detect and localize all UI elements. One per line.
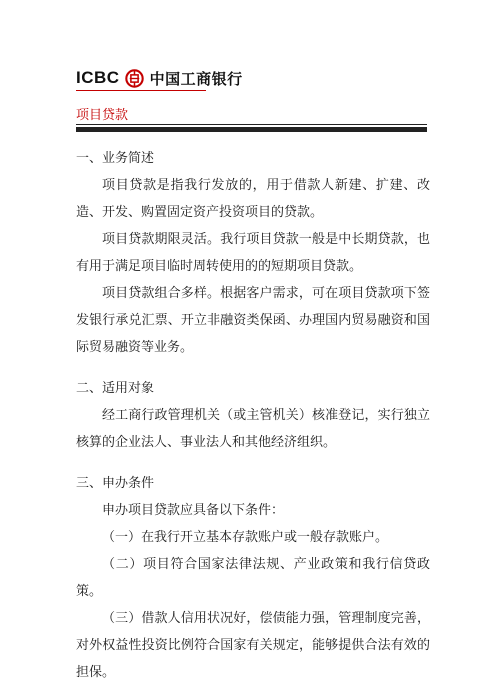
paragraph: 项目贷款组合多样。根据客户需求，可在项目贷款项下签发银行承兑汇票、开立非融资类保函、办理国内贸易融资和国际贸易融资等业务。	[76, 286, 430, 355]
paragraph: 项目贷款是指我行发放的，用于借款人新建、扩建、改造、开发、购置固定资产投资项目的贷款。	[76, 178, 430, 220]
section-gap	[76, 456, 430, 470]
header-underline	[76, 90, 206, 91]
document-body	[76, 145, 430, 686]
icbc-logo-icon	[125, 69, 144, 88]
icbc-logo-text: ICBC	[76, 68, 120, 87]
section-heading-conditions: 三、申办条件	[76, 476, 155, 491]
list-item: （一）在我行开立基本存款账户或一般存款账户。	[102, 530, 389, 545]
paragraph: 经工商行政管理机关（或主管机关）核准登记，实行独立核算的企业法人、事业法人和其他经济组织。	[76, 408, 430, 450]
paragraph: 项目贷款期限灵活。我行项目贷款一般是中长期贷款，也有用于满足项目临时周转使用的的短期项目贷款。	[76, 232, 430, 274]
divider-thick	[76, 127, 427, 132]
bank-name: 中国工商银行	[149, 69, 243, 88]
section-heading-overview: 一、业务简述	[76, 151, 155, 166]
list-item: （二）项目符合国家法律法规、产业政策和我行信贷政策。	[76, 557, 430, 599]
divider-thin	[76, 124, 427, 125]
section-label: 项目贷款	[76, 108, 129, 123]
section-heading-target: 二、适用对象	[76, 381, 155, 396]
bank-header	[76, 66, 243, 90]
list-item: （三）借款人信用状况好，偿债能力强，管理制度完善，对外权益性投资比例符合国家有关规定，能够提供合法有效的担保。	[76, 611, 430, 680]
section-gap	[76, 361, 430, 375]
paragraph: 申办项目贷款应具备以下条件：	[102, 503, 285, 518]
